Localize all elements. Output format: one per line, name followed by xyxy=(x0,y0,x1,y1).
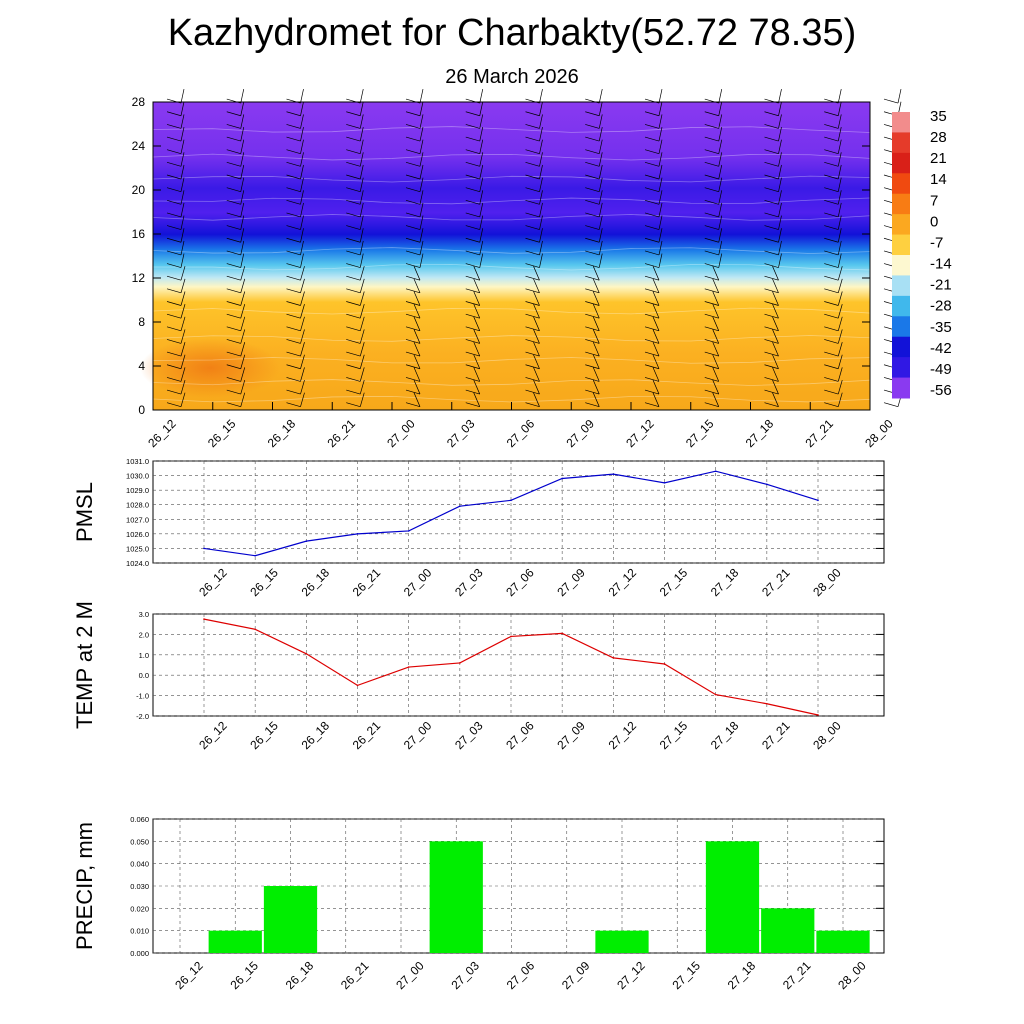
colorbar-label: 0 xyxy=(930,213,939,231)
xsec-xtick-label: 27_18 xyxy=(742,416,777,451)
wind-barb-staff xyxy=(480,89,483,103)
precip-xtick-label: 27_15 xyxy=(669,958,703,993)
pmsl-xtick-label: 27_15 xyxy=(656,565,691,600)
precip-xtick-label: 27_00 xyxy=(393,958,427,993)
xsec-ytick-label: 0 xyxy=(138,403,145,417)
pmsl-ytick-label: 1031.0 xyxy=(126,457,149,466)
colorbar-swatch xyxy=(892,296,910,317)
pmsl-point xyxy=(254,555,256,557)
precip-xtick-label: 27_18 xyxy=(724,958,759,993)
colorbar-label: 35 xyxy=(930,108,947,125)
wind-barb-staff xyxy=(540,89,543,103)
xsec-xtick-label: 26_18 xyxy=(264,416,299,451)
precip-ytick-label: 0.030 xyxy=(130,882,149,891)
xsec-xtick-label: 26_21 xyxy=(324,416,358,451)
wind-barb-staff xyxy=(420,89,423,103)
pmsl-ytick-label: 1029.0 xyxy=(126,486,149,496)
temp-ylabel: TEMP at 2 M xyxy=(72,601,97,729)
colorbar-swatch xyxy=(892,214,910,235)
temp-point xyxy=(766,703,768,705)
pmsl-xtick-label: 27_00 xyxy=(400,565,435,600)
pmsl-point xyxy=(613,473,615,475)
temp-xtick-label: 27_09 xyxy=(554,718,588,753)
pmsl-xtick-label: 27_12 xyxy=(605,565,640,600)
pmsl-ytick-label: 1025.0 xyxy=(126,544,149,554)
colorbar-label: -49 xyxy=(930,360,952,378)
temp-ytick-label: 1.0 xyxy=(138,650,149,660)
xsec-ytick-label: 4 xyxy=(138,359,145,373)
colorbar-swatch xyxy=(892,132,910,153)
pmsl-point xyxy=(817,500,819,502)
xsec-xtick-label: 28_00 xyxy=(862,416,896,451)
wind-barb-staff xyxy=(360,89,363,103)
precip-bar xyxy=(264,886,317,953)
precip-ytick-label: 0.040 xyxy=(130,859,149,869)
temp-xtick-label: 26_15 xyxy=(247,718,281,753)
colorbar-legend xyxy=(892,108,952,399)
xsec-xtick-label: 26_15 xyxy=(204,416,239,451)
temp-ytick-label: 3.0 xyxy=(138,610,149,619)
colorbar-swatch xyxy=(892,337,910,358)
pmsl-ytick-label: 1028.0 xyxy=(126,500,149,510)
xsec-ytick-label: 28 xyxy=(131,95,145,109)
temp-panel xyxy=(72,601,884,752)
precip-xtick-label: 27_03 xyxy=(448,958,482,993)
pmsl-point xyxy=(357,533,359,535)
colorbar-swatch xyxy=(892,235,910,256)
precip-ytick-label: 0.020 xyxy=(130,904,149,914)
pmsl-xtick-label: 27_06 xyxy=(503,565,537,600)
precip-ytick-label: 0.000 xyxy=(130,949,149,958)
precip-xtick-label: 26_15 xyxy=(227,958,261,993)
precip-ytick-label: 0.060 xyxy=(130,815,149,824)
xsec-xtick-label: 27_21 xyxy=(802,416,836,451)
temp-point xyxy=(664,663,666,665)
temp-point xyxy=(408,666,410,668)
precip-xtick-label: 27_09 xyxy=(558,958,593,993)
temp-point xyxy=(357,685,359,687)
colorbar-label: 7 xyxy=(930,192,939,210)
temp-point xyxy=(817,714,819,716)
pmsl-xtick-label: 27_03 xyxy=(452,565,486,600)
wind-barb-staff xyxy=(181,89,184,103)
pmsl-point xyxy=(766,484,768,486)
temp-ytick-label: -2.0 xyxy=(136,712,149,721)
precip-bar xyxy=(209,931,262,953)
xsec-warm-core xyxy=(140,338,280,398)
temp-xtick-label: 28_00 xyxy=(810,718,844,753)
pmsl-point xyxy=(561,478,563,480)
precip-xtick-label: 26_12 xyxy=(172,958,206,993)
temp-point xyxy=(254,629,256,631)
wind-barb-staff xyxy=(898,89,901,103)
temp-point xyxy=(561,633,563,635)
pmsl-point xyxy=(664,482,666,484)
pmsl-xtick-label: 27_18 xyxy=(707,565,742,600)
temp-xtick-label: 27_00 xyxy=(400,718,435,753)
temp-frame xyxy=(153,614,884,716)
temp-xtick-label: 27_15 xyxy=(656,718,691,753)
colorbar-swatch xyxy=(892,357,910,378)
colorbar-label: 28 xyxy=(930,129,947,147)
temp-xtick-label: 26_12 xyxy=(196,718,230,753)
colorbar-swatch xyxy=(892,378,910,399)
colorbar-swatch xyxy=(892,153,910,174)
xsec-xtick-label: 27_09 xyxy=(563,416,597,451)
temp-point xyxy=(613,657,615,659)
precip-xtick-label: 27_21 xyxy=(779,958,814,993)
pmsl-xtick-label: 26_12 xyxy=(196,565,230,600)
temp-xtick-label: 26_21 xyxy=(349,718,384,753)
wind-barb-staff xyxy=(838,89,841,103)
xsec-ytick-label: 16 xyxy=(131,227,145,241)
colorbar-label: -56 xyxy=(930,382,952,399)
xsec-ytick-label: 20 xyxy=(131,183,145,197)
xsec-xtick-label: 26_12 xyxy=(145,416,179,451)
temp-xtick-label: 27_12 xyxy=(605,718,640,753)
temp-xtick-label: 26_18 xyxy=(298,718,333,753)
xsec-xtick-label: 27_06 xyxy=(503,416,538,451)
precip-xtick-label: 28_00 xyxy=(835,958,869,993)
precip-bar xyxy=(706,841,759,953)
colorbar-swatch xyxy=(892,275,910,296)
colorbar-label: 14 xyxy=(930,171,947,189)
pmsl-point xyxy=(715,470,717,472)
xsec-xtick-label: 27_00 xyxy=(384,416,418,451)
pmsl-frame xyxy=(153,461,884,563)
precip-bar xyxy=(430,841,483,953)
xsec-ytick-label: 8 xyxy=(138,315,145,329)
precip-xtick-label: 26_18 xyxy=(282,958,317,993)
pmsl-ytick-label: 1027.0 xyxy=(126,515,149,525)
pmsl-xtick-label: 26_18 xyxy=(298,565,333,600)
colorbar-label: -28 xyxy=(930,297,952,315)
xsec-xtick-label: 27_15 xyxy=(682,416,717,451)
wind-barb-staff xyxy=(301,89,304,103)
pmsl-xtick-label: 27_21 xyxy=(759,565,793,600)
xsec-xtick-label: 27_03 xyxy=(443,416,478,451)
colorbar-swatch xyxy=(892,316,910,337)
wind-barb-staff xyxy=(599,89,602,103)
pmsl-ytick-label: 1030.0 xyxy=(126,471,149,481)
wind-barb-staff xyxy=(241,89,244,103)
wind-barb-flag xyxy=(884,99,898,103)
pmsl-point xyxy=(510,500,512,502)
precip-bar xyxy=(816,931,869,953)
temp-point xyxy=(510,636,512,638)
colorbar-label: -7 xyxy=(930,234,944,252)
chart-title: Kazhydromet for Charbakty(52.72 78.35) xyxy=(167,12,857,54)
pmsl-ytick-label: 1024.0 xyxy=(126,559,149,568)
xsec-ytick-label: 12 xyxy=(131,271,145,285)
temp-ytick-label: 0.0 xyxy=(138,671,149,681)
wind-barb-staff xyxy=(719,89,722,103)
colorbar-swatch xyxy=(892,255,910,276)
precip-bar xyxy=(595,931,648,953)
temp-point xyxy=(306,653,308,655)
temp-ytick-label: 2.0 xyxy=(138,630,149,640)
pmsl-point xyxy=(408,530,410,532)
colorbar-swatch xyxy=(892,173,910,194)
colorbar-label: -35 xyxy=(930,318,952,336)
precip-ytick-label: 0.010 xyxy=(130,926,149,936)
temp-point xyxy=(715,694,717,696)
pmsl-point xyxy=(459,505,461,507)
temp-xtick-label: 27_03 xyxy=(452,718,486,753)
pmsl-xtick-label: 28_00 xyxy=(810,565,844,600)
wind-barb-staff xyxy=(779,89,782,103)
xsec-xtick-label: 27_12 xyxy=(623,416,657,451)
colorbar-label: -21 xyxy=(930,276,952,294)
pmsl-xtick-label: 26_21 xyxy=(349,565,384,600)
wind-barb-flag xyxy=(884,403,898,407)
precip-panel xyxy=(72,815,884,992)
colorbar-swatch xyxy=(892,194,910,215)
pmsl-xtick-label: 27_09 xyxy=(554,565,588,600)
pmsl-ytick-label: 1026.0 xyxy=(126,529,149,539)
xsec-ytick-label: 24 xyxy=(131,139,145,153)
pmsl-panel xyxy=(72,457,884,599)
pmsl-ylabel: PMSL xyxy=(72,482,97,542)
precip-ytick-label: 0.050 xyxy=(130,837,149,847)
colorbar-label: 21 xyxy=(930,150,947,168)
pmsl-xtick-label: 26_15 xyxy=(247,565,281,600)
precip-xtick-label: 27_12 xyxy=(614,958,648,993)
temp-xtick-label: 27_18 xyxy=(707,718,742,753)
colorbar-label: -14 xyxy=(930,255,952,273)
temp-point xyxy=(203,618,205,620)
precip-ylabel: PRECIP, mm xyxy=(72,822,97,950)
pmsl-point xyxy=(203,548,205,550)
temp-ytick-label: -1.0 xyxy=(136,691,149,701)
temp-xtick-label: 27_21 xyxy=(759,718,793,753)
colorbar-label: -42 xyxy=(930,339,952,357)
precip-bar xyxy=(761,908,814,953)
precip-xtick-label: 27_06 xyxy=(503,958,538,993)
colorbar-swatch xyxy=(892,112,910,133)
pmsl-point xyxy=(306,540,308,542)
chart-subtitle: 26 March 2026 xyxy=(445,66,579,88)
precip-xtick-label: 26_21 xyxy=(337,958,372,993)
wind-barb-staff xyxy=(659,89,662,103)
temp-point xyxy=(459,662,461,664)
temp-xtick-label: 27_06 xyxy=(503,718,537,753)
cross-section-panel xyxy=(132,89,902,450)
